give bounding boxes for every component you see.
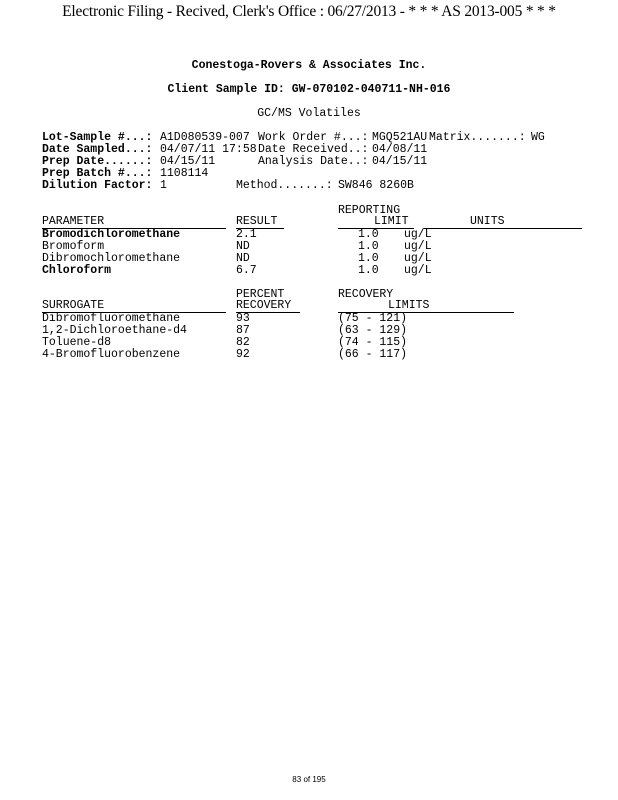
prep-batch-label: Prep Batch #...: bbox=[42, 167, 153, 180]
page-number: 83 bbox=[292, 775, 302, 784]
surrogate-name: 1,2-Dichloroethane-d4 bbox=[42, 324, 187, 337]
result-limit: 1.0 bbox=[358, 240, 379, 253]
result-units: ug/L bbox=[404, 252, 432, 265]
date-sampled-value: 04/07/11 17:58 bbox=[160, 143, 257, 156]
surrogate-limits: (75 - 121) bbox=[338, 312, 408, 325]
prep-date-label: Prep Date......: bbox=[42, 155, 153, 168]
result-limit: 1.0 bbox=[358, 252, 379, 265]
date-sampled-label: Date Sampled...: bbox=[42, 143, 153, 156]
method-title: GC/MS Volatiles bbox=[257, 107, 361, 120]
result-value: ND bbox=[236, 252, 250, 265]
page-footer bbox=[0, 775, 618, 784]
col-surrogate: SURROGATE bbox=[42, 299, 105, 312]
surrogate-name: Toluene-d8 bbox=[42, 336, 112, 349]
lot-sample-value: A1D080539-007 bbox=[160, 131, 250, 144]
dilution-label: Dilution Factor: bbox=[42, 179, 153, 192]
matrix-label: Matrix.......: bbox=[429, 131, 526, 144]
result-value: 2.1 bbox=[236, 228, 257, 241]
surrogate-recovery: 82 bbox=[236, 336, 250, 349]
prep-date-value: 04/15/11 bbox=[160, 155, 216, 168]
work-order-value: MGQ521AU bbox=[372, 131, 428, 144]
surrogate-name: 4-Bromofluorobenzene bbox=[42, 348, 181, 361]
company-name: Conestoga-Rovers & Associates Inc. bbox=[191, 59, 427, 72]
date-received-label: Date Received..: bbox=[258, 143, 369, 156]
matrix-value: WG bbox=[531, 131, 545, 144]
col-limit: LIMIT bbox=[374, 215, 409, 228]
surrogate-recovery: 93 bbox=[236, 312, 250, 325]
page-total: 195 bbox=[312, 775, 326, 784]
rule-units bbox=[424, 228, 582, 229]
filing-header: Electronic Filing - Recived, Clerk's Office : 06/27/2013 - * * * AS 2013-005 * * * bbox=[62, 3, 556, 20]
work-order-label: Work Order #...: bbox=[258, 131, 369, 144]
prep-batch-value: 1108114 bbox=[160, 167, 209, 180]
surrogate-limits: (74 - 115) bbox=[338, 336, 408, 349]
result-limit: 1.0 bbox=[358, 264, 379, 277]
result-parameter: Bromoform bbox=[42, 240, 105, 253]
page-of: of bbox=[303, 775, 311, 784]
result-parameter: Chloroform bbox=[42, 264, 112, 277]
result-units: ug/L bbox=[404, 240, 432, 253]
dilution-value: 1 bbox=[160, 179, 167, 192]
col-result: RESULT bbox=[236, 215, 278, 228]
result-units: ug/L bbox=[404, 228, 432, 241]
lot-sample-label: Lot-Sample #...: bbox=[42, 131, 153, 144]
recovery-header: RECOVERY bbox=[338, 288, 394, 301]
col-parameter: PARAMETER bbox=[42, 215, 105, 228]
result-value: ND bbox=[236, 240, 250, 253]
col-recovery: RECOVERY bbox=[236, 299, 292, 312]
surrogate-name: Dibromofluoromethane bbox=[42, 312, 181, 325]
method-label: Method.......: bbox=[236, 179, 333, 192]
surrogate-recovery: 92 bbox=[236, 348, 250, 361]
reporting-header: REPORTING bbox=[338, 204, 401, 217]
analysis-date-label: Analysis Date..: bbox=[258, 155, 369, 168]
result-value: 6.7 bbox=[236, 264, 257, 277]
method-value: SW846 8260B bbox=[338, 179, 414, 192]
percent-header: PERCENT bbox=[236, 288, 285, 301]
surrogate-limits: (63 - 129) bbox=[338, 324, 408, 337]
col-units: UNITS bbox=[470, 215, 505, 228]
surrogate-limits: (66 - 117) bbox=[338, 348, 408, 361]
col-limits: LIMITS bbox=[388, 299, 430, 312]
date-received-value: 04/08/11 bbox=[372, 143, 428, 156]
client-sample-id: Client Sample ID: GW-070102-040711-NH-016 bbox=[167, 83, 451, 96]
result-units: ug/L bbox=[404, 264, 432, 277]
result-parameter: Dibromochloromethane bbox=[42, 252, 181, 265]
result-parameter: Bromodichloromethane bbox=[42, 228, 181, 241]
result-limit: 1.0 bbox=[358, 228, 379, 241]
surrogate-recovery: 87 bbox=[236, 324, 250, 337]
analysis-date-value: 04/15/11 bbox=[372, 155, 428, 168]
